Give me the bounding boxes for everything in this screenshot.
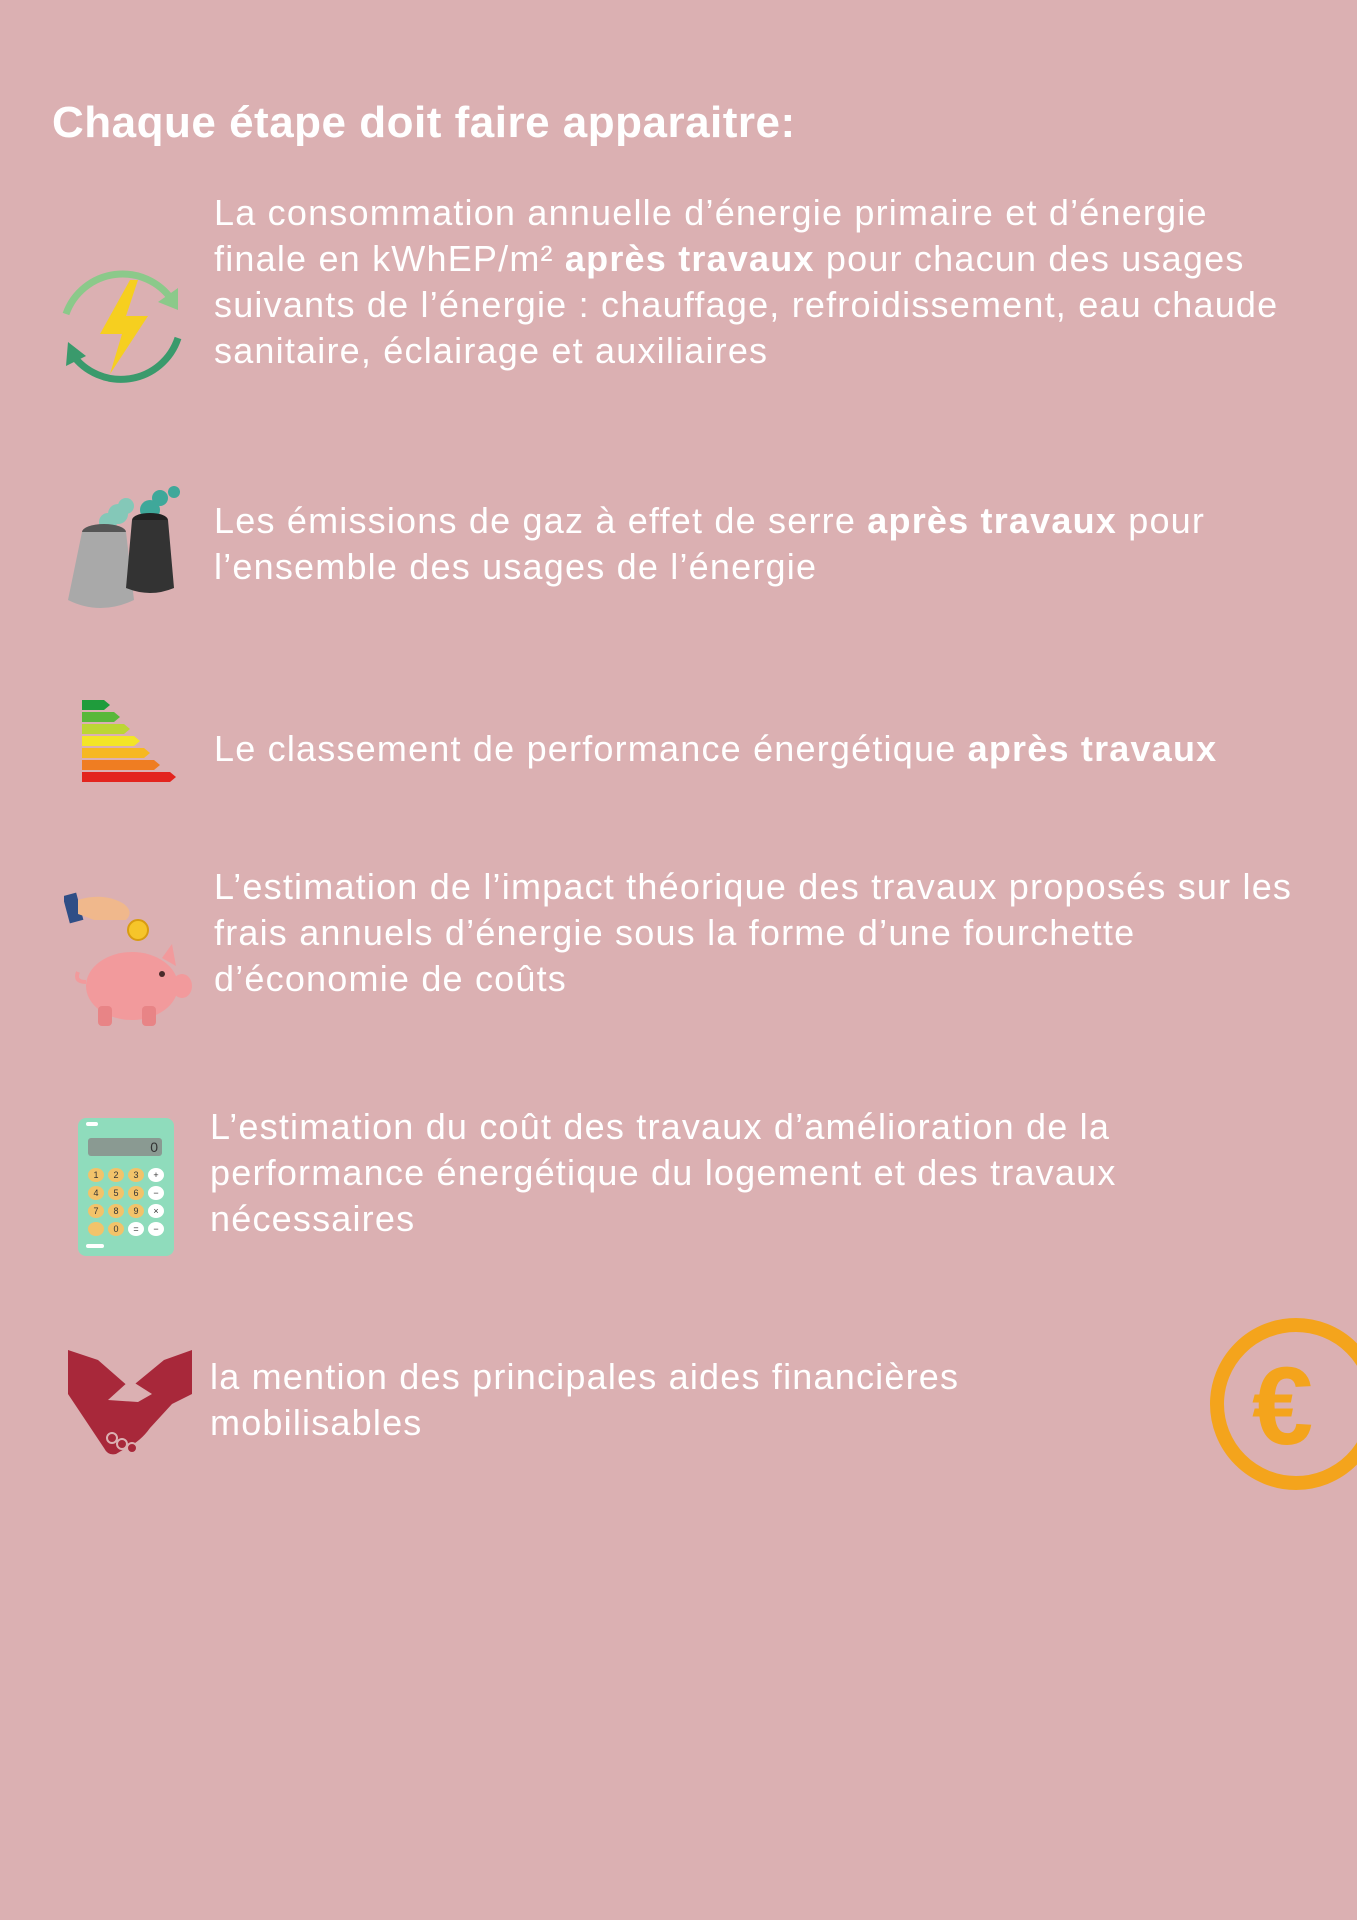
- calculator-key: 7: [88, 1204, 104, 1218]
- calculator-key: =: [128, 1222, 144, 1236]
- item-text: Le classement de performance énergétique: [214, 728, 968, 769]
- page-title: Chaque étape doit faire apparaitre:: [52, 98, 796, 147]
- item-text: la mention des principales aides financières mobilisables: [210, 1356, 960, 1443]
- item-text: L’estimation du coût des travaux d’amélioration de la performance énergétique du logement et des travaux nécessaires: [210, 1106, 1117, 1239]
- calculator-key: 1: [88, 1168, 104, 1182]
- calculator-key: ×: [148, 1204, 164, 1218]
- calculator-key: 0: [108, 1222, 124, 1236]
- calculator-key: 4: [88, 1186, 104, 1200]
- item-text: pour l’ensemble des usages de l’énergie: [214, 500, 1206, 587]
- piggy-bank-icon: [64, 886, 196, 1026]
- item-text-emphasis: après travaux: [967, 728, 1218, 769]
- euro-coin-icon: [1210, 1318, 1357, 1490]
- energy-cycle-icon: [54, 258, 190, 394]
- handshake-icon: [68, 1350, 192, 1456]
- euro-symbol: €: [1252, 1345, 1314, 1468]
- item-text-emphasis: après travaux: [564, 238, 815, 279]
- item-text-emphasis: après travaux: [867, 500, 1118, 541]
- item-text: La consommation annuelle d’énergie primaire et d’énergie finale en kWhEP/m²: [214, 192, 1208, 279]
- calculator-key: 3: [128, 1168, 144, 1182]
- calculator-key: 6: [128, 1186, 144, 1200]
- calculator-key: −: [148, 1186, 164, 1200]
- calculator-key: +: [148, 1168, 164, 1182]
- calculator-key: 5: [108, 1186, 124, 1200]
- energy-rating-icon: [82, 700, 182, 800]
- calculator-key: [88, 1222, 104, 1236]
- calculator-icon: [78, 1118, 174, 1256]
- calculator-key: 8: [108, 1204, 124, 1218]
- item-text: pour chacun des usages suivants de l’énergie : chauffage, refroidissement, eau chaude sanitaire, éclairage et auxiliaires: [214, 238, 1279, 371]
- item-text: Les émissions de gaz à effet de serre: [214, 500, 868, 541]
- calculator-key: −: [148, 1222, 164, 1236]
- smokestacks-icon: [66, 484, 186, 616]
- calculator-key: 2: [108, 1168, 124, 1182]
- item-text: L’estimation de l’impact théorique des travaux proposés sur les frais annuels d’énergie sous la forme d’une fourchette d’économie de coûts: [214, 866, 1293, 999]
- calculator-key: 9: [128, 1204, 144, 1218]
- calculator-display: 0: [88, 1138, 162, 1156]
